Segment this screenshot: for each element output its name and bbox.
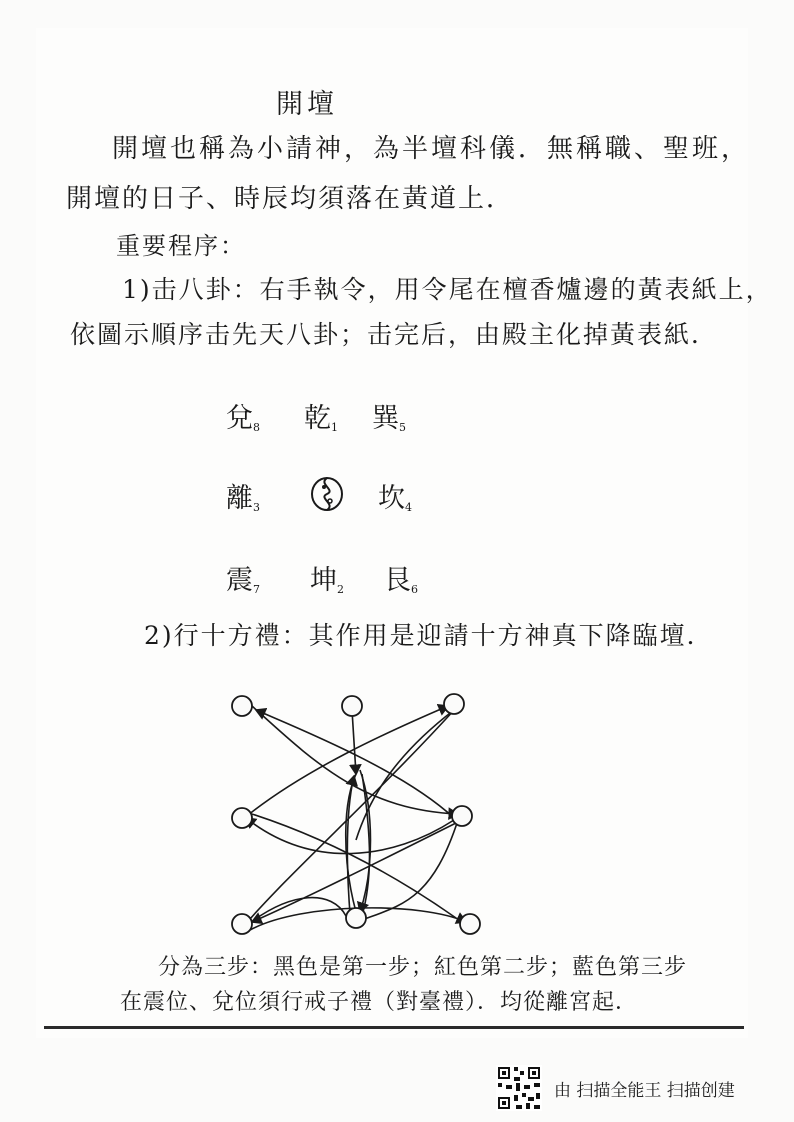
- taiji-icon: [310, 476, 344, 512]
- section-heading: 重要程序：: [116, 232, 246, 260]
- ten-direction-diagram: [222, 690, 484, 940]
- paragraph-line: 開壇也稱為小請神，為半壇科儀．無稱職、聖班，: [112, 134, 751, 164]
- watermark-text: 由 扫描全能王 扫描创建: [554, 1080, 735, 1101]
- trigram-kun: 坤$_2$: [310, 565, 344, 596]
- paragraph-line: 2)行十方禮：其作用是迎請十方神真下降臨壇．: [144, 621, 714, 650]
- paragraph-line: 在震位、兌位須行戒子禮（對臺禮）．均從離宮起．: [120, 990, 639, 1015]
- page-title: 開壇: [276, 89, 338, 120]
- trigram-gen: 艮$_6$: [384, 565, 418, 596]
- paragraph-line: 分為三步：黑色是第一步；紅色第二步；藍色第三步: [158, 955, 688, 980]
- trigram-dui: 兌$_8$: [226, 403, 260, 434]
- page-bottom-rule: [44, 1026, 744, 1029]
- trigram-zhen: 震$_7$: [226, 565, 260, 596]
- paragraph-line: 開壇的日子、時辰均須落在黃道上．: [66, 184, 515, 214]
- trigram-kan: 坎$_4$: [378, 483, 412, 514]
- trigram-xun: 巽$_5$: [372, 403, 406, 434]
- trigram-li: 離$_3$: [226, 483, 260, 514]
- qr-code-icon: [496, 1065, 542, 1111]
- paragraph-line: 依圖示順序击先天八卦；击完后，由殿主化掉黃表紙．: [70, 320, 719, 349]
- paragraph-line: 1)击八卦：右手執令，用令尾在檀香爐邊的黃表紙上，: [122, 275, 773, 304]
- scanner-watermark: [496, 1064, 735, 1112]
- trigram-qian: 乾$_1$: [304, 403, 338, 434]
